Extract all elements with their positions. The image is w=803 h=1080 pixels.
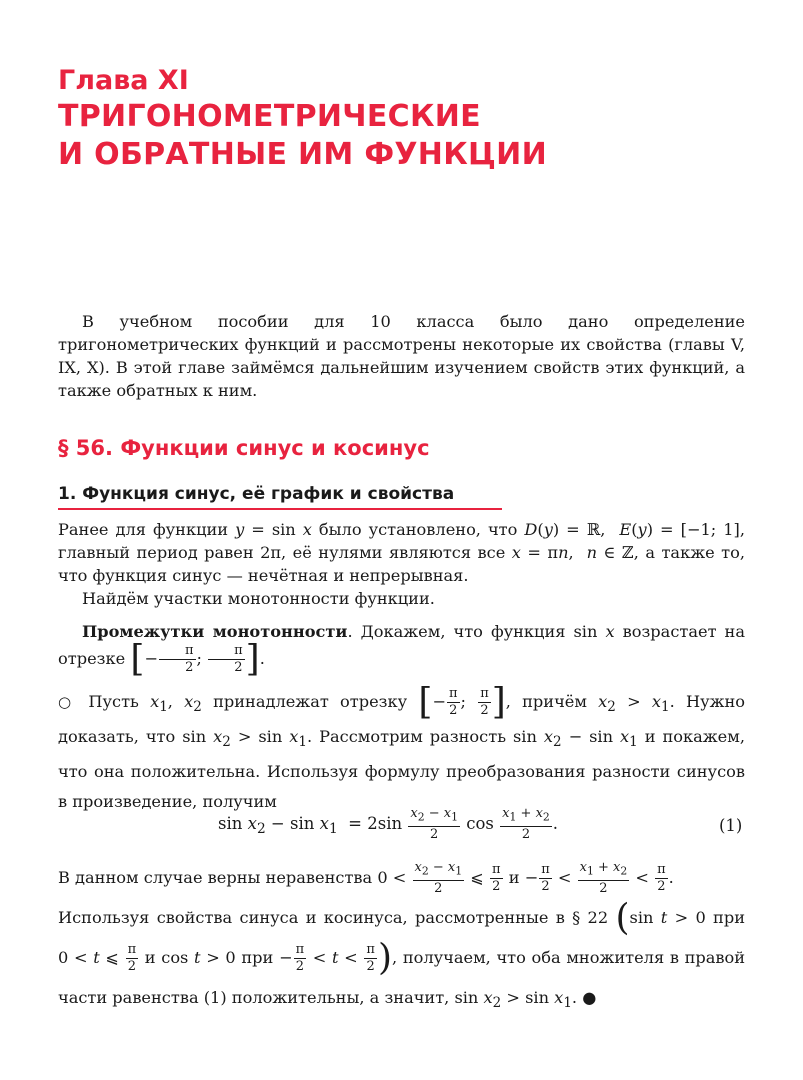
proof-end-icon: ●: [582, 988, 597, 1007]
p4-text-5: . Рассмотрим разность: [307, 727, 513, 747]
chapter-title-line1: ТРИГОНОМЕТРИЧЕСКИЕ: [58, 99, 481, 134]
p6-text-3: и: [139, 948, 162, 967]
p3-text-2: возрастает на отрезке: [58, 622, 745, 668]
section-title: § 56. Функции синус и косинус: [58, 436, 430, 460]
formula-1: $\sin x_2 - \sin x_1 = 2\sin$ $\frac{x_2 - x_1}{2}$ cos $\frac{x_1 + x_2}{2}$ . (1): [218, 806, 743, 842]
chapter-number: Глава XI: [58, 65, 189, 96]
p3-bold: Промежутки монотонности: [82, 622, 348, 641]
p6-text-4: при: [235, 948, 279, 967]
main-text-2: [58, 858, 745, 1023]
main-text: [58, 518, 745, 817]
paragraph-1: Ранее для функции y = sin x было установлено, что D(y) = ℝ, E(y) = [−1; 1], главный период равен 2π, её нулями являются все x = πn, n ∈ ℤ, а также то, что функция синус — нечётная и непрерывная.: [58, 520, 746, 585]
p1-text-4: , а также то, что функция синус — нечётная и непрерывная.: [58, 543, 745, 585]
paragraph-2: Найдём участки монотонности функции.: [82, 589, 435, 608]
p3-text-1: . Докажем, что функция: [347, 622, 574, 641]
p4-text-1: Пусть: [88, 692, 151, 711]
p4-text-4: . Нужно доказать, что: [58, 692, 746, 747]
p6-text-1: Используя свойства синуса и косинуса, рассмотренные в § 22: [58, 908, 616, 927]
subsection-underline: [58, 508, 502, 510]
p1-text-1: Ранее для функции: [58, 520, 236, 539]
chapter-heading: [58, 64, 547, 174]
p4-text-2: принадлежат отрезку: [201, 692, 419, 711]
proof-start-icon: ○: [58, 693, 78, 711]
formula-number: (1): [719, 816, 743, 835]
p1-text-3: главный период равен 2π, её нулями являются все: [58, 543, 512, 562]
p5-text-2: и: [503, 868, 525, 887]
intro-text: В учебном пособии для 10 класса было дано определение тригонометрических функций и рассмотрены некоторые их свойства (главы V, IX, X). В этой главе займёмся дальнейшим изучением свойств этих функций, а также обратных к ним.: [58, 312, 745, 400]
p6-text-2: при: [705, 908, 746, 927]
intro-paragraph: [58, 310, 745, 402]
p5-text-1: В данном случае верны неравенства: [58, 868, 378, 887]
paragraph-6: Используя свойства синуса и косинуса, рассмотренные в § 22 (sin t > 0 при 0 < t ⩽ $\frac{\pi}{2}$ и cos t > 0 при − $\frac{\pi}{2}$ < t < $\frac{\pi}{2}$ ), получаем, что оба множителя в правой части равенства (1) положительны, а значит, $\sin x_2 > \sin x_1$. ●: [58, 897, 746, 1012]
paragraph-4: ○ Пусть $x_1$, $x_2$ принадлежат отрезку [− $\frac{\pi}{2}$ ; $\frac{\pi}{2}$ ], причём $x_2 > x_1$. Нужно доказать, что $\sin x_2 > \sin x_1$. Рассмотрим разность $\sin x_2 - \sin x_1$ и покажем, что она положительна. Используя формулу преобразования разности синусов в произведение, получим: [58, 681, 746, 812]
p1-text-2: было установлено, что: [311, 520, 525, 539]
subsection-title: 1. Функция синус, её график и свойства: [58, 484, 455, 504]
p4-text-3: , причём: [505, 692, 599, 711]
paragraph-5: В данном случае верны неравенства 0 < $\frac{x_2 - x_1}{2}$ ⩽ $\frac{\pi}{2}$ и − $\frac{\pi}{2}$ < $\frac{x_1 + x_2}{2}$ < $\frac{\pi}{2}$ .: [58, 860, 674, 896]
p4-text-6: и покажем, что она положительна. Используя формулу преобразования разности синусов в произведение, получим: [58, 727, 745, 812]
paragraph-3: Промежутки монотонности. Докажем, что функция sin x возрастает на отрезке [− $\frac{\pi}{2}$ ; $\frac{\pi}{2}$ ].: [58, 622, 745, 680]
chapter-title-line2: И ОБРАТНЫЕ ИМ ФУНКЦИИ: [58, 137, 547, 172]
p6-text-5: , получаем, что оба множителя в правой части равенства (1) положительны, а значит,: [58, 948, 746, 1007]
